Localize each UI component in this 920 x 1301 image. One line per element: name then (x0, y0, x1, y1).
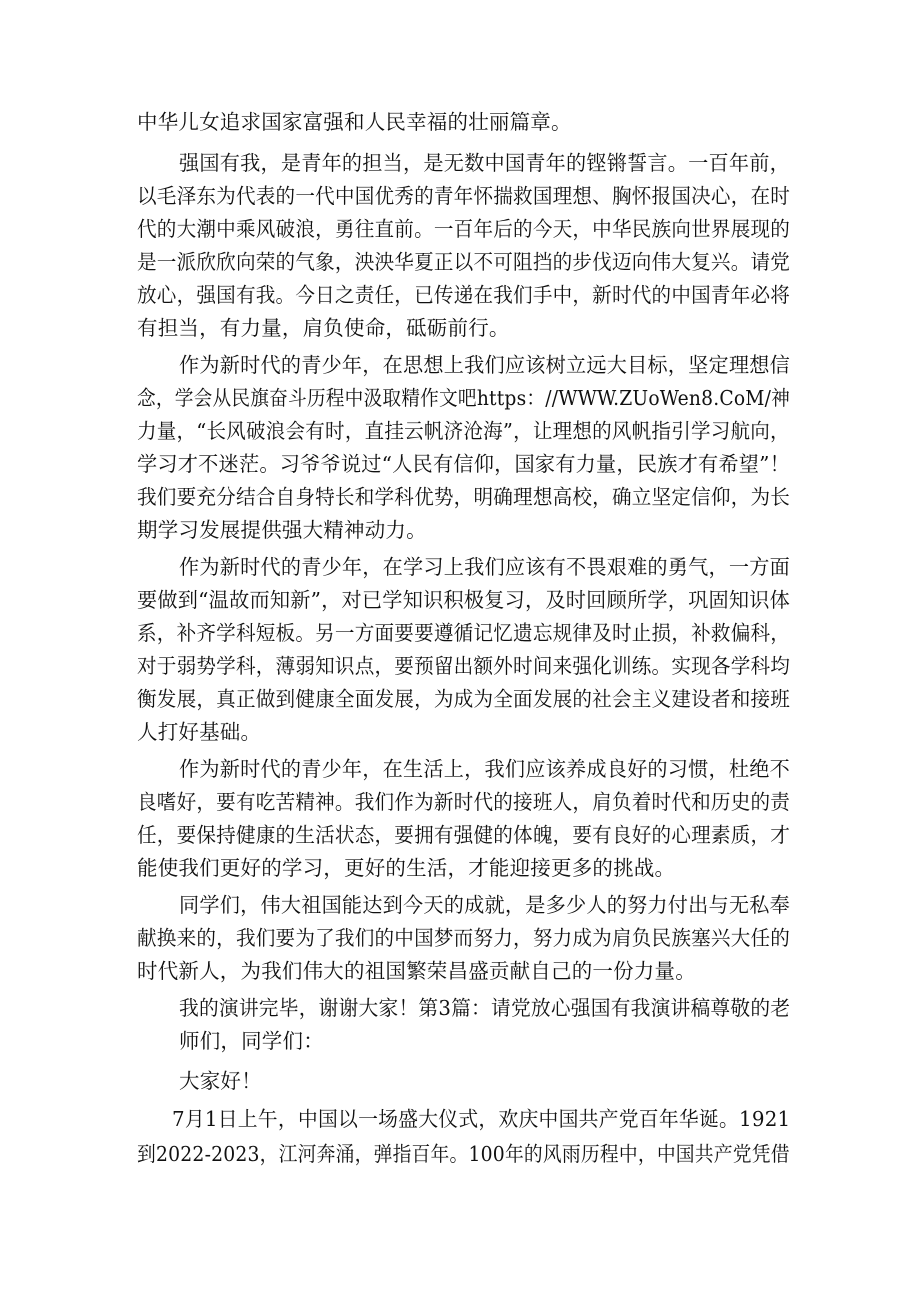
text-line: 作为新时代的青少年，在生活上，我们应该养成良好的习惯，杜绝不 (179, 757, 790, 781)
text-line: 献换来的，我们要为了我们的中国梦而努力，努力成为肩负民族塞兴大任的 (137, 926, 791, 950)
text-line: 念，学会从民旗奋斗历程中汲取精作文吧https：//WWW.ZUoWen8.CoM/神 (137, 386, 790, 410)
text-line: 大家好！ (179, 1069, 262, 1093)
text-line: 衡发展，真正做到健康全面发展，为成为全面发展的社会主义建设者和接班 (137, 687, 791, 711)
text-line: 期学习发展提供强大精神动力。 (137, 518, 427, 542)
text-line: 要做到“温故而知新”，对已学知识积极复习，及时回顾所学，巩固知识体 (137, 588, 791, 612)
text-line: 到2022-2023，江河奔涌，弹指百年。100年的风雨历程中，中国共产党凭借 (137, 1142, 790, 1166)
text-line: 作为新时代的青少年，在学习上我们应该有不畏艰难的勇气，一方面 (179, 555, 790, 579)
text-line: 有担当，有力量，肩负使命，砥砺前行。 (137, 316, 510, 340)
text-line: 中华儿女追求国家富强和人民幸福的壮丽篇章。 (137, 110, 572, 134)
text-line: 放心，强国有我。今日之责任，已传递在我们手中，新时代的中国青年必将 (137, 283, 791, 307)
text-line: 任，要保持健康的生活状态，要拥有强健的体魄，要有良好的心理素质，才 (137, 823, 791, 847)
text-line: 师们，同学们： (179, 1029, 324, 1053)
text-line: 时代新人，为我们伟大的祖国繁荣昌盛贡献自己的一份力量。 (137, 959, 696, 983)
text-line: 良嗜好，要有吃苦精神。我们作为新时代的接班人，肩负着时代和历史的责 (137, 790, 791, 814)
text-line: 力量，“长风破浪会有时，直挂云帆济沧海”，让理想的风帆指引学习航向， (137, 419, 790, 443)
text-line: 系，补齐学科短板。另一方面要要遵循记忆遗忘规律及时止损，补救偏科， (137, 621, 791, 645)
text-line: 强国有我，是青年的担当，是无数中国青年的铿锵誓言。一百年前， (179, 151, 790, 175)
text-line: 我们要充分结合自身特长和学科优势，明确理想高校，确立坚定信仰，为长 (137, 485, 791, 509)
text-line: 是一派欣欣向荣的气象，泱泱华夏正以不可阻挡的步伐迈向伟大复兴。请党 (137, 250, 791, 274)
text-line: 作为新时代的青少年，在思想上我们应该树立远大目标，坚定理想信 (179, 353, 790, 377)
text-line: 我的演讲完毕，谢谢大家！第3篇：请党放心强国有我演讲稿尊敬的老 (179, 996, 791, 1020)
text-line: 对于弱势学科，薄弱知识点，要预留出额外时间来强化训练。实现各学科均 (137, 654, 791, 678)
text-line: 人打好基础。 (137, 720, 262, 744)
text-line: 代的大潮中乘风破浪，勇往直前。一百年后的今天，中华民族向世界展现的 (137, 217, 791, 241)
text-line: 以毛泽东为代表的一代中国优秀的青年怀揣救国理想、胸怀报国决心，在时 (137, 184, 791, 208)
text-line: 7月1日上午，中国以一场盛大仪式，欢庆中国共产党百年华诞。1921 (172, 1107, 791, 1131)
text-line: 能使我们更好的学习，更好的生活，才能迎接更多的挑战。 (137, 856, 676, 880)
text-line: 同学们，伟大祖国能达到今天的成就，是多少人的努力付出与无私奉 (179, 893, 790, 917)
text-line: 学习才不迷茫。习爷爷说过“人民有信仰，国家有力量，民族才有希望”！ (137, 452, 791, 476)
